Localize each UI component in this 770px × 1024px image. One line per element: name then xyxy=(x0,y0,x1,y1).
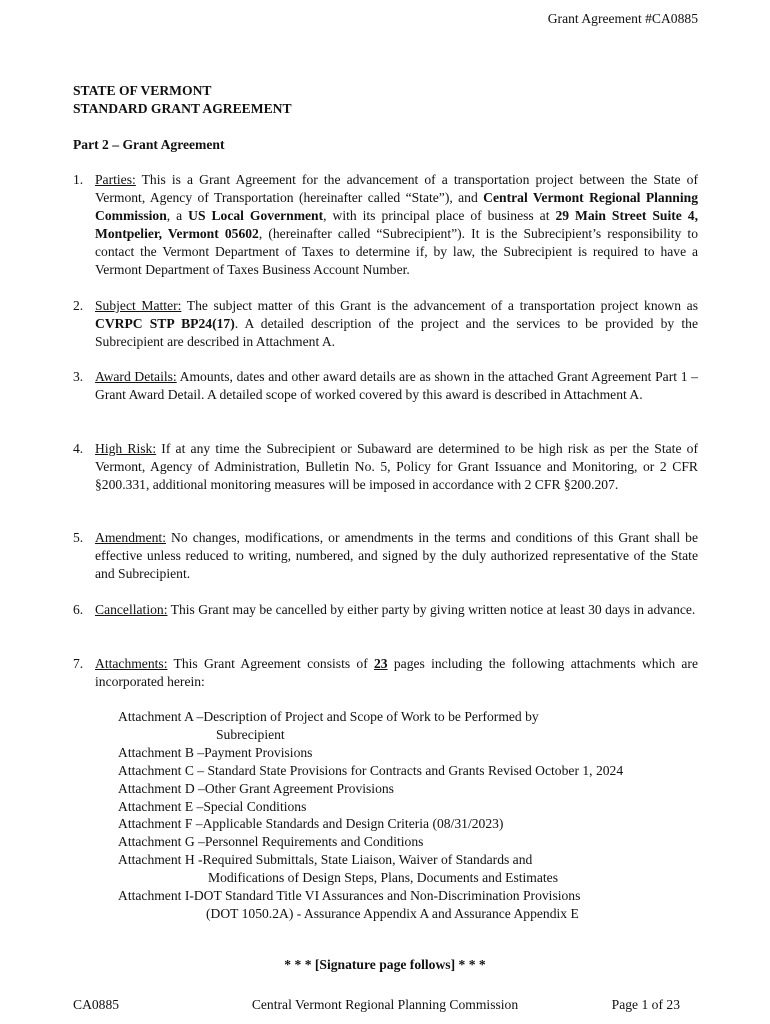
footer-center: Central Vermont Regional Planning Commission xyxy=(251,997,519,1012)
section-text: No changes, modifications, or amendments in the terms and conditions of this Grant shall be effective unless reduced to writing, numbered, and signed by the duly authorized representative of the State and Subrecipient. xyxy=(95,530,698,581)
attachment-list xyxy=(118,708,623,923)
title-part: Part 2 – Grant Agreement xyxy=(73,137,225,152)
attachment-item: Attachment A –Description of Project and Scope of Work to be Performed by xyxy=(118,709,539,724)
section-text: This is a Grant Agreement for the advancement of a transportation project between the State of Vermont, Agency of Transportation (hereinafter called “State”), and xyxy=(95,172,698,205)
signature-page-note: * * * [Signature page follows] * * * xyxy=(284,957,486,972)
section-text: Amounts, dates and other award details are as shown in the attached Grant Agreement Part 1 – Grant Award Detail. A detailed scope of worked covered by this award is described in Attachment A. xyxy=(95,369,698,402)
party-name: Central Vermont Regional Planning Commission xyxy=(95,189,698,223)
section-number: 3. xyxy=(73,369,84,384)
section-heading: High Risk: xyxy=(95,441,157,456)
footer-left: CA0885 xyxy=(73,997,120,1012)
attachment-item: Attachment I-DOT Standard Title VI Assurances and Non-Discrimination Provisions xyxy=(118,888,581,904)
section-attachments xyxy=(73,655,698,691)
attachment-item: Attachment B –Payment Provisions xyxy=(118,744,313,760)
attachment-item: Attachment F –Applicable Standards and Design Criteria (08/31/2023) xyxy=(118,816,504,832)
section-text: The subject matter of this Grant is the advancement of a transportation project known as xyxy=(181,298,698,313)
party-address: 29 Main Street Suite 4, Montpelier, Vermont 05602 xyxy=(95,207,698,241)
section-heading: Subject Matter: xyxy=(95,298,182,313)
section-heading: Parties: xyxy=(95,172,136,187)
attachment-item-continuation: Subrecipient xyxy=(216,726,285,742)
section-text: pages including the following attachments which are incorporated herein: xyxy=(95,656,698,689)
attachment-item: Attachment G –Personnel Requirements and Conditions xyxy=(118,834,424,850)
section-subject-matter xyxy=(73,297,698,351)
title-agreement: STANDARD GRANT AGREEMENT xyxy=(73,101,292,116)
section-heading: Cancellation: xyxy=(95,602,168,617)
section-heading: Attachments: xyxy=(95,656,168,671)
footer-page-number: Page 1 of 23 xyxy=(611,997,680,1012)
section-heading: Award Details: xyxy=(95,369,177,384)
party-type: US Local Government xyxy=(188,207,324,223)
section-number: 6. xyxy=(73,602,84,617)
section-text: If at any time the Subrecipient or Subaward are determined to be high risk as per the State of Vermont, Agency of Administration, Bulletin No. 5, Policy for Grant Issuance and Monitoring, or 2 CFR §200.331, additional monitoring measures will be imposed in accordance with 2 CFR §200.207. xyxy=(95,441,698,492)
section-high-risk xyxy=(73,440,698,494)
page-count: 23 xyxy=(374,656,388,671)
section-number: 5. xyxy=(73,530,84,545)
section-amendment xyxy=(73,529,698,583)
section-text: , with its principal place of business at xyxy=(323,207,556,223)
attachment-item: Attachment H -Required Submittals, State Liaison, Waiver of Standards and xyxy=(118,852,533,868)
section-cancellation xyxy=(73,601,698,619)
title-state: STATE OF VERMONT xyxy=(73,83,212,98)
section-parties xyxy=(73,171,698,278)
section-award-details xyxy=(73,368,698,404)
attachment-item-continuation: Modifications of Design Steps, Plans, Documents and Estimates xyxy=(208,870,558,886)
attachment-item-continuation: (DOT 1050.2A) - Assurance Appendix A and Assurance Appendix E xyxy=(206,905,579,921)
section-heading: Amendment: xyxy=(95,530,166,545)
section-text: This Grant Agreement consists of xyxy=(167,656,374,671)
attachment-item: Attachment C – Standard State Provisions for Contracts and Grants Revised October 1, 2024 xyxy=(118,762,624,778)
attachment-item: Attachment E –Special Conditions xyxy=(118,798,307,814)
section-number: 4. xyxy=(73,441,84,456)
section-text: , a xyxy=(166,207,189,223)
attachment-item: Attachment D –Other Grant Agreement Provisions xyxy=(118,780,394,796)
section-number: 2. xyxy=(73,298,84,313)
section-number: 7. xyxy=(73,656,84,671)
project-id: CVRPC STP BP24(17) xyxy=(95,315,235,331)
section-text: . A detailed description of the project and the services to be provided by the Subrecipient are described in Attachment A. xyxy=(95,315,698,349)
section-text: This Grant may be cancelled by either party by giving written notice at least 30 days in advance. xyxy=(167,602,696,617)
section-number: 1. xyxy=(73,172,84,187)
header-agreement-number: Grant Agreement #CA0885 xyxy=(547,11,698,26)
section-text: , (hereinafter called “Subrecipient”). It is the Subrecipient’s responsibility to contact the Vermont Department of Taxes to determine if, by law, the Subrecipient is required to have a Vermont Department of Taxes Business Account Number. xyxy=(95,225,698,277)
